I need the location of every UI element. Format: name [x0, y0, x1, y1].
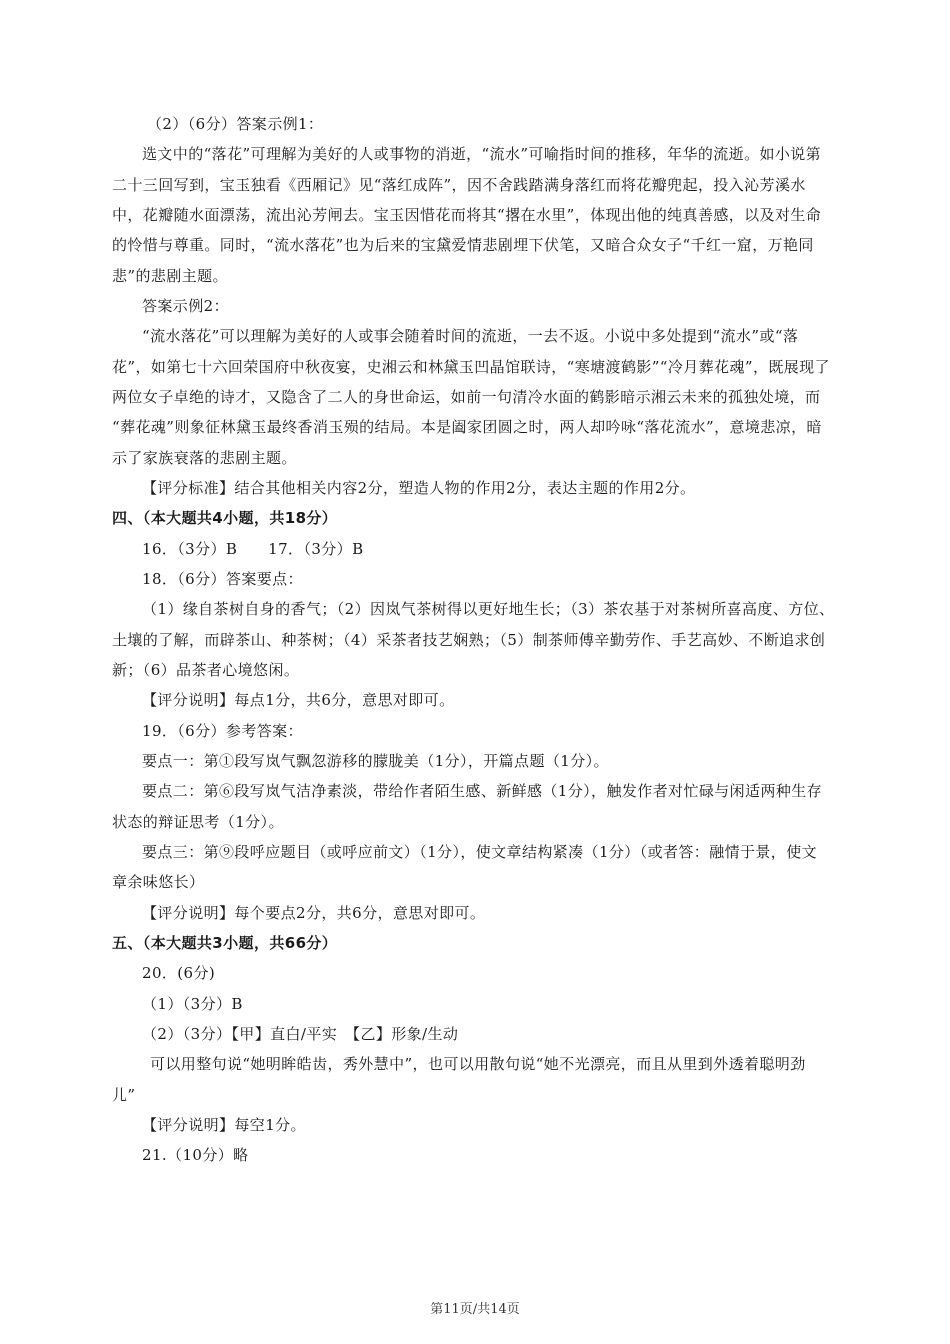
answer-text-line: “流水落花”可以理解为美好的人或事会随着时间的流逝，一去不返。小说中多处提到“流水”或“落 [142, 327, 799, 345]
key-point-1: 要点一：第①段写岚气飘忽游移的朦胧美（1分），开篇点题（1分）。 [142, 752, 609, 770]
key-point-2: 要点二：第⑥段写岚气洁净素淡，带给作者陌生感、新鲜感（1分），触发作者对忙碌与闲适两种生存 [142, 782, 823, 800]
scoring-note: 【评分说明】每空1分。 [142, 1116, 306, 1134]
question-19-header: 19．（6分）参考答案： [142, 722, 303, 740]
answer-text-line: 悲”的悲剧主题。 [112, 267, 228, 285]
answer-text-line: 状态的辩证思考（1分）。 [112, 813, 284, 831]
key-point-3: 要点三：第⑨段呼应题目（或呼应前文）（1分），使文章结构紧凑（1分）（或者答：融情于景，使文 [142, 843, 817, 861]
answer-text-line: 新；（6）品茶者心境悠闲。 [112, 661, 300, 679]
section-five-heading: 五、（本大题共3小题，共66分） [112, 934, 338, 952]
answer-text-line: 花”，如第七十六回荣国府中秋夜宴，史湘云和林黛玉凹晶馆联诗，“寒塘渡鹤影”“冷月葬花魂”，既展现了 [112, 358, 830, 376]
question-20-header: 20．(6分) [142, 964, 216, 982]
scoring-note: 【评分说明】每个要点2分，共6分，意思对即可。 [142, 904, 486, 922]
question-21: 21.（10分）略 [142, 1146, 249, 1164]
answer-example-1-header: （2）（6分）答案示例1： [147, 115, 324, 133]
answer-text-line: 的怜惜与尊重。同时，“流水落花”也为后来的宝黛爱情悲剧埋下伏笔，又暗合众女子“千红一窟，万艳同 [112, 236, 814, 254]
answer-text-line: “葬花魂”则象征林黛玉最终香消玉殒的结局。本是阖家团圆之时，两人却吟咏“落花流水”，意境悲凉，暗 [112, 418, 822, 436]
section-four-heading: 四、（本大题共4小题，共18分） [112, 509, 338, 527]
answer-20-1: （1）（3分）B [142, 995, 243, 1013]
answer-20-2: （2）（3分）【甲】直白/平实 【乙】形象/生动 [142, 1025, 459, 1043]
question-18-header: 18．（6分）答案要点： [142, 570, 303, 588]
answer-text-line: 儿” [112, 1086, 136, 1104]
answer-example-2-header: 答案示例2： [142, 297, 229, 315]
answer-text-line: （1）缘自茶树自身的香气；（2）因岚气茶树得以更好地生长；（3）茶农基于对茶树所喜高度、方位、 [142, 600, 835, 618]
answer-text-line: 章余味悠长） [112, 873, 205, 891]
answer-16-17: 16．（3分）B 17．（3分）B [142, 540, 364, 558]
scoring-note: 【评分说明】每点1分，共6分，意思对即可。 [142, 691, 455, 709]
scoring-standard: 【评分标准】结合其他相关内容2分，塑造人物的作用2分，表达主题的作用2分。 [142, 479, 696, 497]
answer-text-line: 两位女子卓绝的诗才，又隐含了二人的身世命运，如前一句清冷水面的鹤影暗示湘云未来的孤独处境，而 [112, 388, 821, 406]
answer-text-line: 可以用整句说“她明眸皓齿，秀外慧中”，也可以用散句说“她不光漂亮，而且从里到外透着聪明劲 [150, 1055, 806, 1073]
answer-text-line: 中，花瓣随水面漂荡，流出沁芳闸去。宝玉因惜花而将其“撂在水里”，体现出他的纯真善感，以及对生命 [112, 206, 822, 224]
answer-text-line: 选文中的“落花”可理解为美好的人或事物的消逝，“流水”可喻指时间的推移，年华的流逝。如小说第 [142, 145, 822, 163]
answer-text-line: 示了家族衰落的悲剧主题。 [112, 449, 297, 467]
answer-text-line: 土壤的了解，而辟茶山、种茶树；（4）采茶者技艺娴熟；（5）制茶师傅辛勤劳作、手艺高妙、不断追求创 [112, 631, 826, 649]
answer-text-line: 二十三回写到，宝玉独看《西厢记》见“落红成阵”，因不舍践踏满身落红而将花瓣兜起，投入沁芳溪水 [112, 176, 806, 194]
page-number-footer: 第11页/共14页 [430, 1302, 520, 1317]
